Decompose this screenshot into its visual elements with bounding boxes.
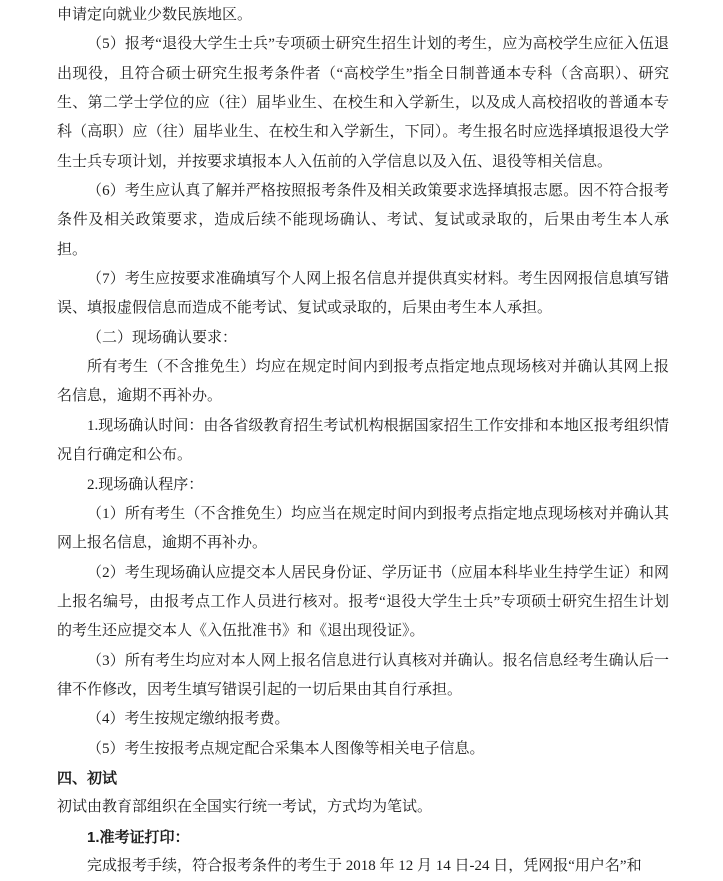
paragraph-onsite-requirement: 所有考生（不含推免生）均应在规定时间内到报考点指定地点现场核对并确认其网上报名信息，逾期不再补办。 — [57, 359, 669, 405]
paragraph-continuation: 申请定向就业少数民族地区。 — [57, 7, 253, 23]
paragraph-procedure-4: （4）考生按规定缴纳报考费。 — [87, 711, 290, 728]
paragraph-item-6: （6）考生应认真了解并严格按照报考条件及相关政策要求选择填报志愿。因不符合报考条件及相关政策要求，造成后续不能现场确认、考试、复试或录取的，后果由考生本人承担。 — [57, 183, 669, 258]
subheading-admission-ticket: 1.准考证打印： — [87, 828, 190, 846]
paragraph-procedure-3: （3）所有考生均应对本人网上报名信息进行认真核对并确认。报名信息经考生确认后一律不作修改，因考生填写错误引起的一切后果由其自行承担。 — [57, 652, 669, 698]
paragraph-procedure-5: （5）考生按报考点规定配合采集本人图像等相关电子信息。 — [87, 740, 485, 757]
subsection-title-onsite-confirmation: （二）现场确认要求： — [87, 329, 238, 346]
section-heading-first-exam: 四、初试 — [57, 769, 118, 787]
paragraph-admission-ticket-detail: 完成报考手续，符合报考条件的考生于 2018 年 12 月 14 日-24 日，凭网报“用户名”和 — [87, 857, 642, 874]
paragraph-procedure-1: （1）所有考生（不含推免生）均应当在规定时间内到报考点指定地点现场核对并确认其网上报名信息，逾期不再补办。 — [57, 505, 669, 552]
paragraph-item-7: （7）考生应按要求准确填写个人网上报名信息并提供真实材料。考生因网报信息填写错误、填报虚假信息而造成不能考试、复试或录取的，后果由考生本人承担。 — [57, 271, 669, 317]
paragraph-confirmation-procedure: 2.现场确认程序： — [87, 476, 204, 493]
paragraph-confirmation-time: 1.现场确认时间：由各省级教育招生考试机构根据国家招生工作安排和本地区报考组织情况自行确定和公布。 — [57, 417, 669, 464]
paragraph-item-5: （5）报考“退役大学生士兵”专项硕士研究生招生计划的考生，应为高校学生应征入伍退出现役，且符合硕士研究生报考条件者（“高校学生”指全日制普通本专科（含高职）、研究生、第二学士学位的应（往）届毕业生、在校生和入学新生，以及成人高校招收的普通本专科（高职）应（往）届毕业生、在校生和入学新生，下同）。考生报名时应选择填报退役大学生士兵专项计划，并按要求填报本人入伍前的入学信息以及入伍、退役等相关信息。 — [57, 36, 669, 170]
paragraph-first-exam-intro: 初试由教育部组织在全国实行统一考试，方式均为笔试。 — [57, 799, 433, 816]
paragraph-procedure-2: （2）考生现场确认应提交本人居民身份证、学历证书（应届本科毕业生持学生证）和网上报名编号，由报考点工作人员进行核对。报考“退役大学生士兵”专项硕士研究生招生计划的考生还应提交本人《入伍批准书》和《退出现役证》。 — [57, 564, 669, 640]
